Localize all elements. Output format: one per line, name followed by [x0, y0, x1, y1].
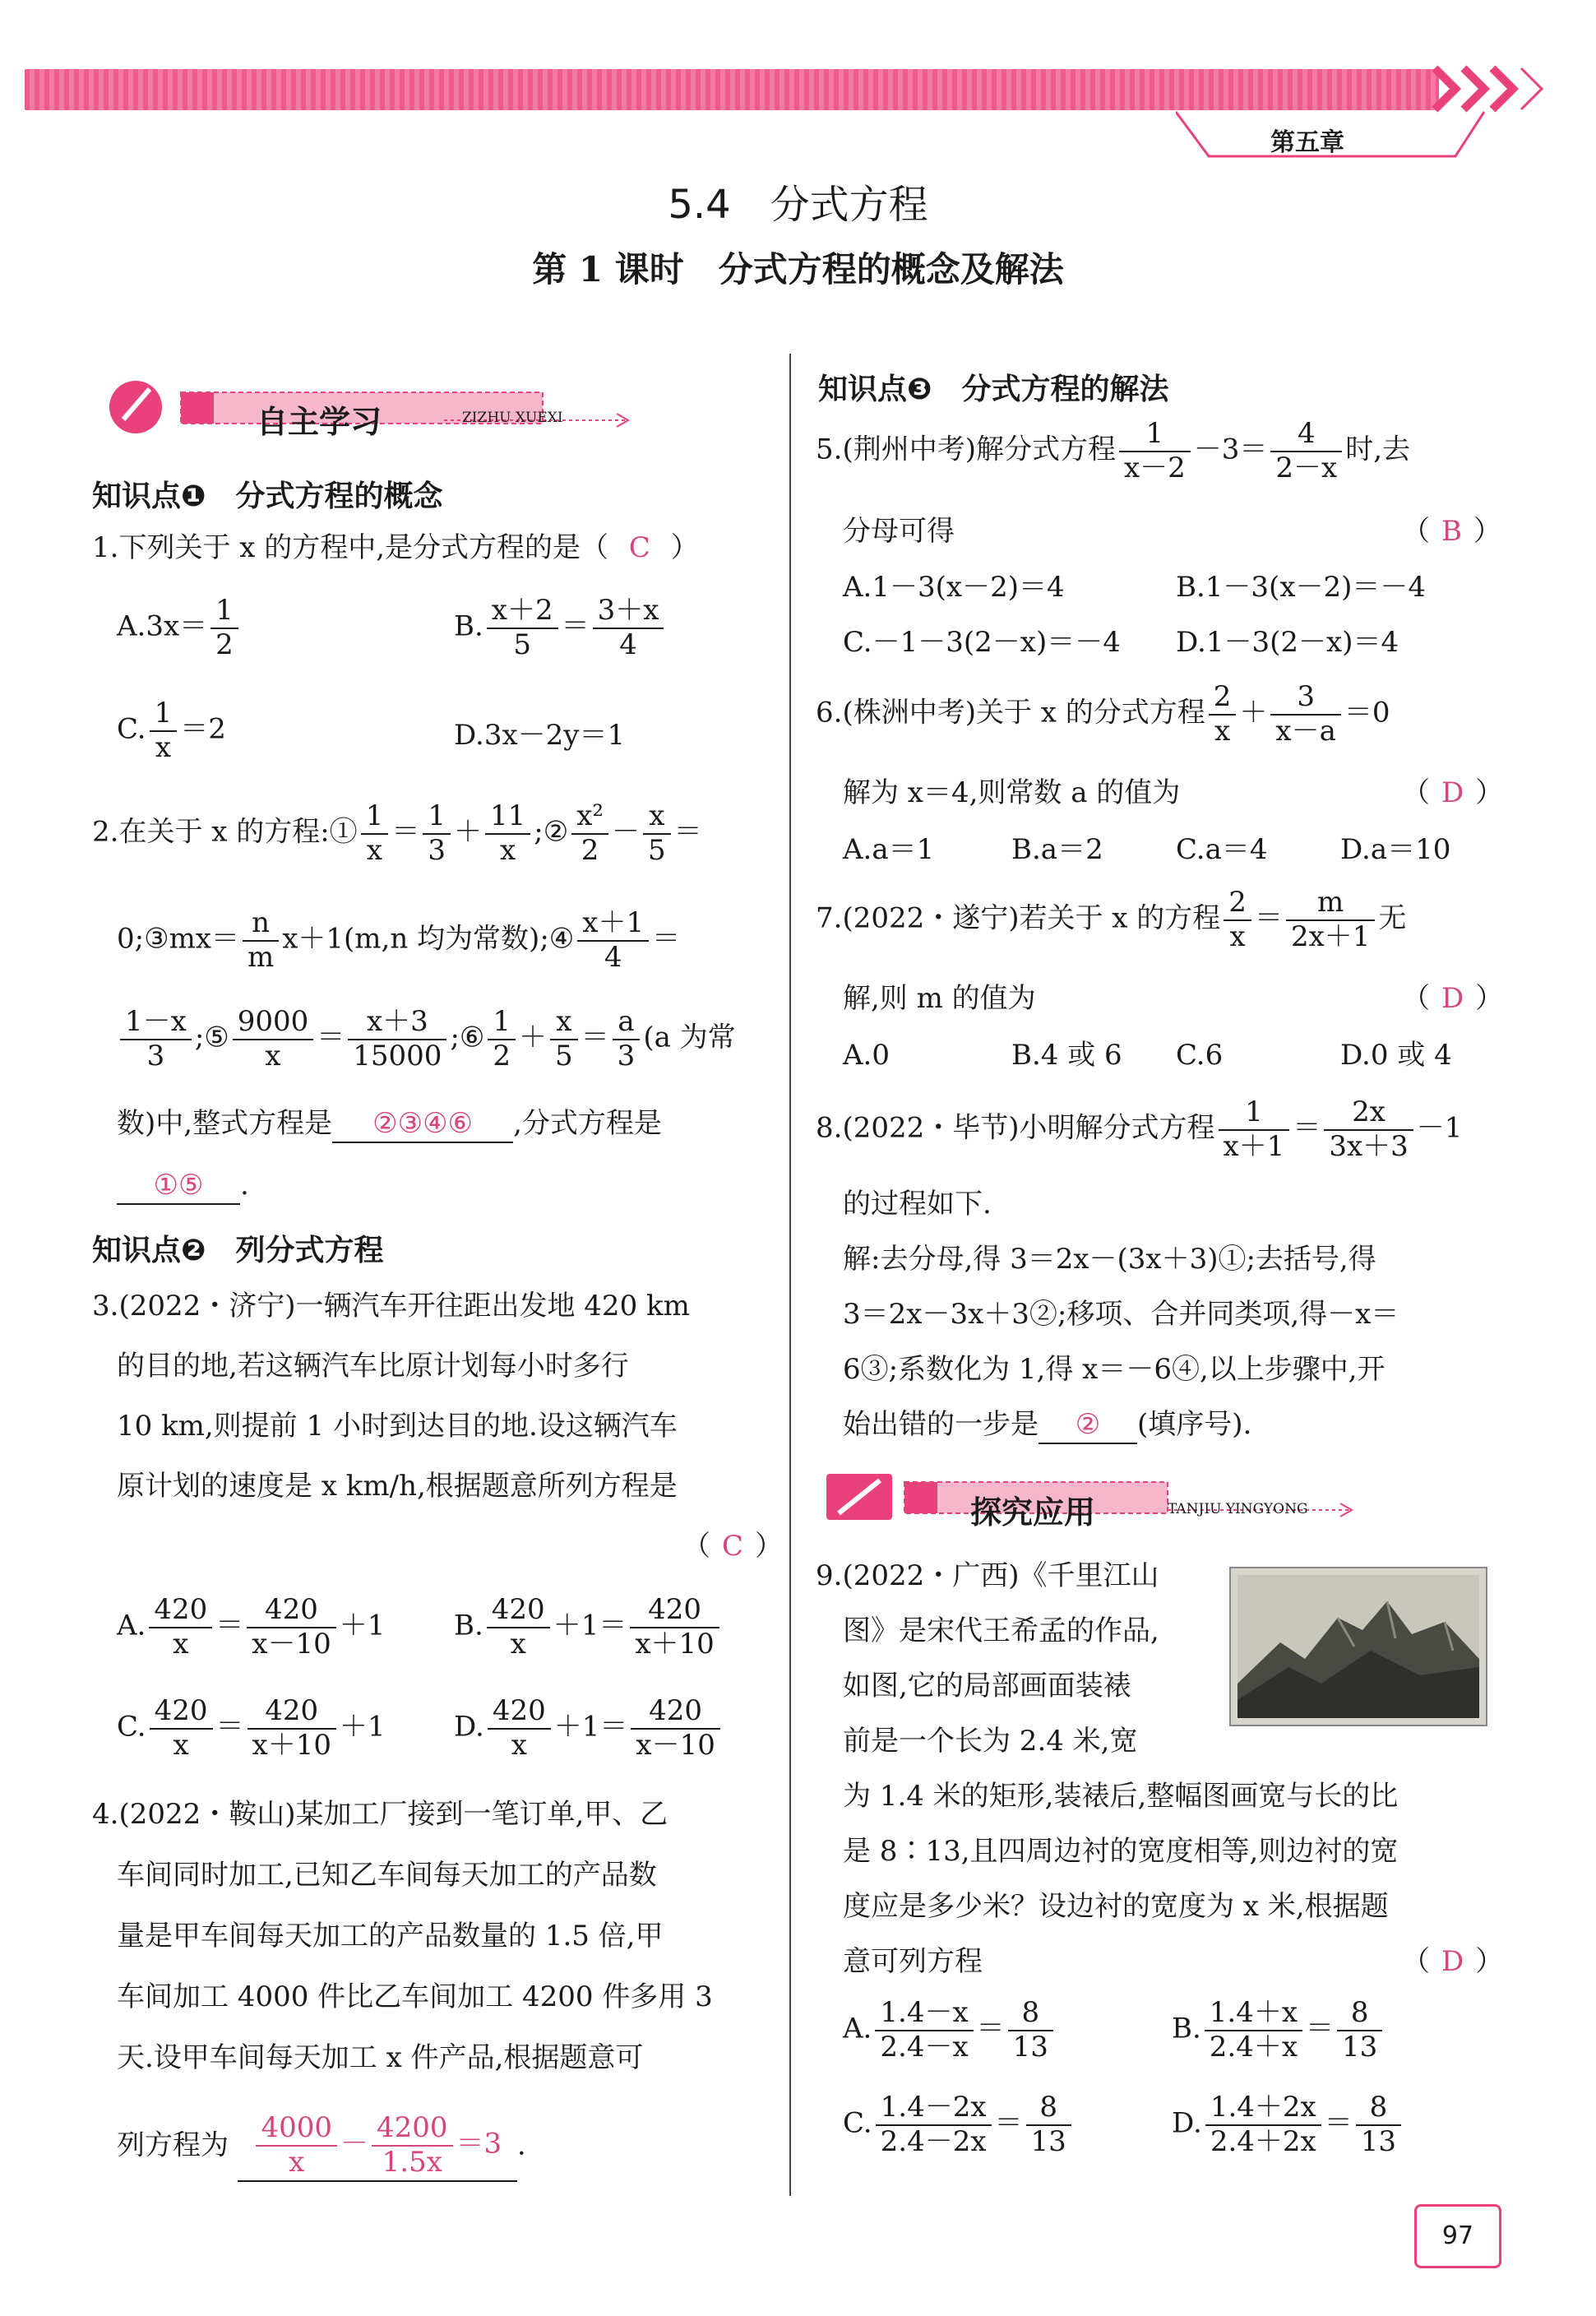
kp1-heading: 知识点❶ 分式方程的概念	[92, 479, 443, 513]
q2-line5: ①⑤ .	[117, 1168, 249, 1205]
q6-line1: 6.(株洲中考)关于 x 的分式方程 $\frac{2}{x}$ ＋ $\frac{3}{x-a}$ ＝0	[816, 680, 1390, 748]
q6-bracket: （ D ）	[1402, 776, 1504, 809]
q3-line1: 3.(2022・济宁)一辆汽车开往距出发地 420 km	[92, 1290, 690, 1322]
q9-line4: 前是一个长为 2.4 米,宽	[843, 1725, 1138, 1758]
painting-image	[1229, 1567, 1487, 1726]
kp2-heading: 知识点❷ 列分式方程	[92, 1234, 384, 1267]
q8-line6: 始出错的一步是 ② (填序号).	[843, 1407, 1251, 1444]
q9-line3: 如图,它的局部画面装裱	[843, 1670, 1131, 1702]
q3-bracket: （ C ）	[682, 1530, 784, 1563]
lesson-title: 5.4 分式方程	[668, 182, 928, 228]
q9-line1: 9.(2022・广西)《千里江山	[816, 1559, 1159, 1592]
q5-option-a: A.1－3(x－2)＝4	[843, 571, 1065, 604]
self-study-label: 自主学习	[257, 404, 382, 440]
q9-line2: 图》是宋代王希孟的作品,	[843, 1614, 1159, 1647]
q4-line3: 量是甲车间每天加工的产品数量的 1.5 倍,甲	[117, 1920, 664, 1952]
q6-line2: 解为 x＝4,则常数 a 的值为	[843, 776, 1181, 809]
q5-line2: 分母可得	[843, 515, 955, 548]
q3-answer: C	[722, 1530, 744, 1563]
q6-option-b: B.a＝2	[1011, 833, 1103, 866]
q4-line5: 天.设甲车间每天加工 x 件产品,根据题意可	[117, 2041, 644, 2074]
q5-option-c: C.－1－3(2－x)＝－4	[843, 626, 1121, 659]
q6-answer: D	[1441, 776, 1464, 809]
q3-option-d: D. $\frac{420}{x}$ ＋1＝ $\frac{420}{x-10}$	[454, 1697, 724, 1760]
q9-bracket: （ D ）	[1402, 1945, 1504, 1978]
q9-option-c: C. $\frac{1.4-2x}{2.4-2x}$ ＝ $\frac{8}{13}$	[843, 2093, 1075, 2156]
self-study-pinyin: ZIZHU XUEXI	[462, 410, 563, 426]
explore-label: 探究应用	[970, 1494, 1096, 1531]
q9-line6: 是 8∶13,且四周边衬的宽度相等,则边衬的宽	[843, 1835, 1399, 1868]
q9-line5: 为 1.4 米的矩形,装裱后,整幅图画宽与长的比	[843, 1780, 1399, 1813]
q4-answer: $\frac{4000}{x}$ － $\frac{4200}{1.5x}$ ＝3	[238, 2114, 517, 2182]
q3-option-a: A. $\frac{420}{x}$ ＝ $\frac{420}{x-10}$ ＋1	[117, 1593, 386, 1661]
q2-line2: 0;③mx＝ $\frac{n}{m}$ x＋1(m,n 均为常数);④ $\frac{x+1}{4}$ ＝	[117, 906, 681, 974]
q1-option-d: D.3x－2y＝1	[454, 719, 626, 752]
kp3-heading: 知识点❸ 分式方程的解法	[818, 373, 1169, 406]
q4-line1: 4.(2022・鞍山)某加工厂接到一笔订单,甲、乙	[92, 1798, 668, 1831]
q2-answer-integral: ②③④⑥	[372, 1107, 474, 1140]
q4-line2: 车间同时加工,已知乙车间每天加工的产品数	[117, 1859, 657, 1892]
q7-line2: 解,则 m 的值为	[843, 982, 1036, 1015]
q1	[92, 530, 699, 566]
q2-line3: $\frac{1-x}{3}$ ;⑤ $\frac{9000}{x}$ ＝ $\frac{x+3}{15000}$ ;⑥ $\frac{1}{2}$ ＋ $\frac{x}{5}$ ＝ $\frac{a}{3}$ (a 为常	[117, 1007, 736, 1071]
q1-answer: C	[628, 531, 650, 564]
q3-line2: 的目的地,若这辆汽车比原计划每小时多行	[117, 1350, 629, 1383]
q7-option-c: C.6	[1176, 1039, 1224, 1072]
q5-bracket: （ B ）	[1402, 515, 1501, 548]
q7-line1: 7.(2022・遂宁)若关于 x 的方程 $\frac{2}{x}$ ＝ $\frac{m}{2x+1}$ 无	[816, 886, 1407, 953]
q8-line2: 的过程如下.	[843, 1188, 992, 1221]
header-arrows-icon	[1431, 64, 1546, 113]
q9-answer: D	[1441, 1945, 1464, 1978]
q9-option-b: B. $\frac{1.4+x}{2.4+x}$ ＝ $\frac{8}{13}$	[1172, 1999, 1386, 2062]
column-divider	[789, 354, 791, 2196]
q9-line7: 度应是多少米？设边衬的宽度为 x 米,根据题	[843, 1890, 1389, 1923]
q8-line3: 解:去分母,得 3＝2x－(3x＋3)①;去括号,得	[843, 1243, 1376, 1276]
q5-line1: 5.(荆州中考)解分式方程 $\frac{1}{x-2}$ －3＝ $\frac{4}{2-x}$ 时,去	[816, 417, 1411, 484]
q7-option-d: D.0 或 4	[1340, 1039, 1452, 1072]
q5-answer: B	[1441, 515, 1462, 548]
q1-option-c: C. $\frac{1}{x}$ ＝2	[117, 697, 226, 764]
q3-line3: 10 km,则提前 1 小时到达目的地.设这辆汽车	[117, 1410, 678, 1443]
q1-option-b: B. $\frac{x+2}{5}$ ＝ $\frac{3+x}{4}$	[454, 596, 667, 660]
q8-line1: 8.(2022・毕节)小明解分式方程 $\frac{1}{x+1}$ ＝ $\frac{2x}{3x+3}$ －1	[816, 1095, 1463, 1163]
q7-option-a: A.0	[843, 1039, 890, 1072]
q8-line4: 3＝2x－3x＋3②;移项、合并同类项,得－x＝	[843, 1298, 1399, 1331]
q1-option-a: A.3x＝ $\frac{1}{2}$	[117, 596, 242, 660]
page-number-box	[1414, 2204, 1501, 2268]
header-banner	[25, 69, 1439, 110]
q9-option-d: D. $\frac{1.4+2x}{2.4+2x}$ ＝ $\frac{8}{13}$	[1172, 2093, 1404, 2156]
q3-option-b: B. $\frac{420}{x}$ ＋1＝ $\frac{420}{x+10}$	[454, 1596, 723, 1659]
q4-line6: 列方程为 $\frac{4000}{x}$ － $\frac{4200}{1.5x}$ ＝3 .	[117, 2114, 526, 2182]
q5-option-b: B.1－3(x－2)＝－4	[1176, 571, 1427, 604]
q2-line4: 数)中,整式方程是 ②③④⑥ ,分式方程是	[117, 1106, 662, 1143]
q5-option-d: D.1－3(2－x)＝4	[1176, 626, 1399, 659]
q9-line8: 意可列方程	[843, 1945, 983, 1978]
explore-pinyin: TANJIU YINGYONG	[1168, 1501, 1308, 1517]
q3-line4: 原计划的速度是 x km/h,根据题意所列方程是	[117, 1470, 678, 1503]
q2-answer-fractional: ①⑤	[153, 1169, 204, 1202]
chapter-label: 第五章	[1270, 128, 1344, 157]
q7-option-b: B.4 或 6	[1011, 1039, 1122, 1072]
q9-option-a: A. $\frac{1.4-x}{2.4-x}$ ＝ $\frac{8}{13}$	[843, 1999, 1057, 2062]
q6-option-a: A.a＝1	[843, 833, 935, 866]
q7-bracket: （ D ）	[1402, 982, 1504, 1015]
q3-option-c: C. $\frac{420}{x}$ ＝ $\frac{420}{x+10}$ ＋1	[117, 1694, 386, 1762]
q2-line1: 2.在关于 x 的方程:① $\frac{1}{x}$ ＝ $\frac{1}{3}$ ＋ $\frac{11}{x}$ ;② $\frac{\text{x²}}{2}$ － $\frac{x}{5}$ ＝	[92, 799, 702, 867]
q7-answer: D	[1441, 982, 1464, 1015]
q6-option-c: C.a＝4	[1176, 833, 1268, 866]
q8-answer: ②	[1075, 1408, 1101, 1441]
lesson-subtitle: 第 1 课时 分式方程的概念及解法	[532, 249, 1064, 290]
q4-line4: 车间加工 4000 件比乙车间加工 4200 件多用 3	[117, 1980, 713, 2013]
q8-line5: 6③;系数化为 1,得 x＝－6④,以上步骤中,开	[843, 1353, 1386, 1386]
explore-banner	[822, 1464, 1381, 1530]
page-number: 97	[1441, 2221, 1474, 2250]
q1-stem: 1.下列关于 x 的方程中,是分式方程的是（	[92, 531, 609, 564]
q1-close: ）	[670, 531, 699, 564]
q6-option-d: D.a＝10	[1340, 833, 1451, 866]
